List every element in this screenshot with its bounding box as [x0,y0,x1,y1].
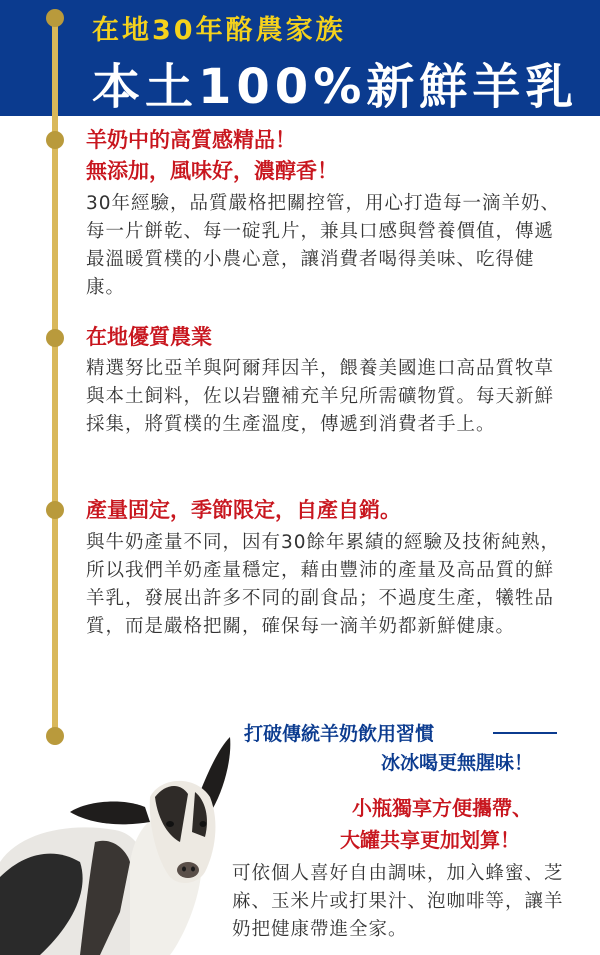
timeline-dot [46,501,64,519]
section-2-title: 在地優質農業 [86,325,212,349]
timeline-dot [46,131,64,149]
header-title: 本土100%新鮮羊乳 [92,59,579,115]
section-2-body: 精選努比亞羊與阿爾拜因羊，餵養美國進口高品質牧草與本土飼料，佐以岩鹽補充羊兒所需礦物質。每天新鮮採集，將質樸的生產溫度，傳遞到消費者手上。 [86,358,555,435]
goat-illustration [0,712,240,955]
section-3-title: 產量固定，季節限定，自產自銷。 [86,498,401,522]
section-1-title-line-2: 無添加，風味好，濃醇香！ [86,159,338,183]
promo-line-2: 冰冰喝更無腥味！ [381,752,534,774]
timeline-line [52,18,58,743]
promo-dash [493,732,557,734]
promo-line-1: 打破傳統羊奶飲用習慣 [244,723,435,745]
section-3-body: 與牛奶產量不同，因有30餘年累績的經驗及技術純熟，所以我們羊奶產量穩定，藉由豐沛的產量及高品質的鮮羊乳，發展出許多不同的副食品；不過度生產，犧牲品質，而是嚴格把關，確保每一滴羊奶都新鮮健康。 [86,532,561,637]
timeline-dot [46,329,64,347]
section-1-body: 30年經驗，品質嚴格把關控管，用心打造每一滴羊奶、每一片餅乾、每一碇乳片，兼具口感與營養價值，傳遞最溫暖質樸的小農心意，讓消費者喝得美味、吃得健康。 [86,193,561,298]
timeline-dot [46,9,64,27]
promo-closing: 可依個人喜好自由調味，加入蜂蜜、芝麻、玉米片或打果汁、泡咖啡等，讓羊奶把健康帶進全家。 [232,863,564,940]
header-subtitle: 在地30年酪農家族 [92,15,346,46]
promo-line-3: 小瓶獨享方便攜帶、 [352,796,532,820]
promo-line-4: 大罐共享更加划算！ [340,828,520,852]
header-banner [0,0,600,116]
section-1-title-line-1: 羊奶中的高質感精品！ [86,128,296,152]
